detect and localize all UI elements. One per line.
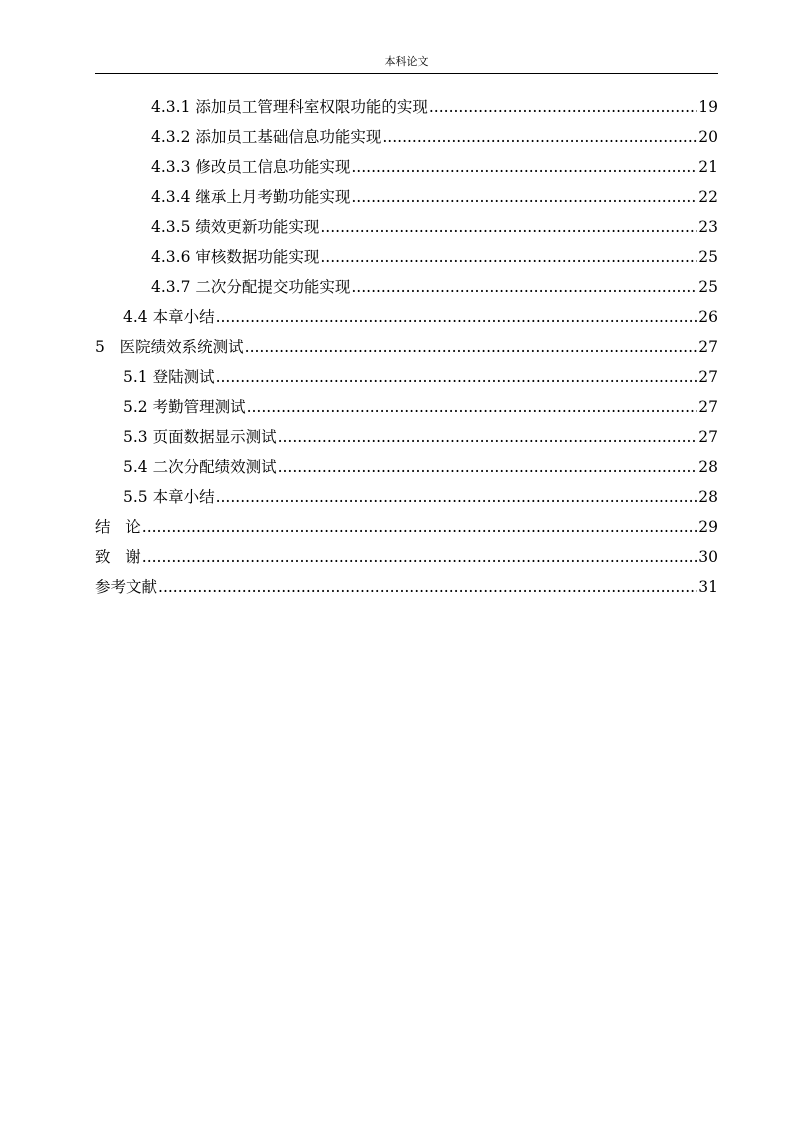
toc-entry-label: 5.1 登陆测试 xyxy=(123,368,215,386)
toc-entry-label: 5.5 本章小结 xyxy=(123,488,215,506)
toc-leader-dots xyxy=(247,392,698,422)
toc-entry-label: 4.3.5 绩效更新功能实现 xyxy=(151,218,320,236)
toc-entry[interactable] xyxy=(151,182,718,212)
toc-page-number: 26 xyxy=(698,308,718,326)
toc-leader-dots xyxy=(320,242,697,272)
toc-entry[interactable] xyxy=(123,392,718,422)
toc-leader-dots xyxy=(382,122,697,152)
toc-page-number: 31 xyxy=(698,578,718,596)
toc-leader-dots xyxy=(158,572,697,602)
toc-entry-label: 4.3.3 修改员工信息功能实现 xyxy=(151,158,351,176)
toc-leader-dots xyxy=(429,92,697,122)
toc-page-number: 27 xyxy=(698,338,718,356)
toc-leader-dots xyxy=(351,182,697,212)
toc-leader-dots xyxy=(351,152,697,182)
toc-leader-dots xyxy=(278,422,698,452)
toc-leader-dots xyxy=(320,212,697,242)
toc-entry-label: 4.4 本章小结 xyxy=(123,308,215,326)
toc-entry[interactable] xyxy=(95,512,718,542)
toc-entry[interactable] xyxy=(151,152,718,182)
toc-entry-label: 4.3.1 添加员工管理科室权限功能的实现 xyxy=(151,98,428,116)
toc-entry-label: 4.3.6 审核数据功能实现 xyxy=(151,248,320,266)
toc-entry-label: 5.3 页面数据显示测试 xyxy=(123,428,277,446)
toc-entry-label: 4.3.2 添加员工基础信息功能实现 xyxy=(151,128,382,146)
toc-leader-dots xyxy=(142,512,697,542)
toc-entry[interactable] xyxy=(151,272,718,302)
toc-entry-label: 5.4 二次分配绩效测试 xyxy=(123,458,277,476)
toc-leader-dots xyxy=(142,542,697,572)
toc-leader-dots xyxy=(216,362,698,392)
toc-entry[interactable] xyxy=(123,362,718,392)
toc-page-number: 28 xyxy=(698,458,718,476)
toc-entry[interactable] xyxy=(95,332,718,362)
toc-entry[interactable] xyxy=(123,482,718,512)
toc-entry-label: 5.2 考勤管理测试 xyxy=(123,398,246,416)
toc-leader-dots xyxy=(245,332,698,362)
running-header: 本科论文 xyxy=(384,55,429,68)
toc-entry[interactable] xyxy=(123,302,718,332)
toc-page-number: 29 xyxy=(698,518,718,536)
toc-page-number: 23 xyxy=(698,218,718,236)
toc-entry-label: 参考文献 xyxy=(95,578,158,596)
toc-page-number: 28 xyxy=(698,488,718,506)
toc-entry-label: 4.3.7 二次分配提交功能实现 xyxy=(151,278,351,296)
toc-leader-dots xyxy=(216,482,698,512)
toc-page-number: 20 xyxy=(698,128,718,146)
toc-leader-dots xyxy=(351,272,697,302)
toc-page-number: 30 xyxy=(698,548,718,566)
toc-entry[interactable] xyxy=(151,212,718,242)
toc-page-number: 25 xyxy=(698,278,718,296)
toc-entry[interactable] xyxy=(151,92,718,122)
header-rule xyxy=(95,73,718,74)
toc-page-number: 19 xyxy=(698,98,718,116)
toc-entry[interactable] xyxy=(123,452,718,482)
toc-page-number: 27 xyxy=(698,398,718,416)
toc-page-number: 27 xyxy=(698,428,718,446)
toc-page-number: 21 xyxy=(698,158,718,176)
toc-page-number: 27 xyxy=(698,368,718,386)
toc-entry-label: 4.3.4 继承上月考勤功能实现 xyxy=(151,188,351,206)
toc-entry-label: 5 医院绩效系统测试 xyxy=(95,338,244,356)
toc-entry[interactable] xyxy=(95,572,718,602)
toc-entry[interactable] xyxy=(95,542,718,572)
toc-entry[interactable] xyxy=(123,422,718,452)
toc-leader-dots xyxy=(216,302,698,332)
toc-page-number: 25 xyxy=(698,248,718,266)
toc-leader-dots xyxy=(278,452,698,482)
toc-entry-label: 结 论 xyxy=(95,518,141,536)
toc-entry-label: 致 谢 xyxy=(95,548,141,566)
toc-page-number: 22 xyxy=(698,188,718,206)
toc-entry[interactable] xyxy=(151,242,718,272)
toc-entry[interactable] xyxy=(151,122,718,152)
